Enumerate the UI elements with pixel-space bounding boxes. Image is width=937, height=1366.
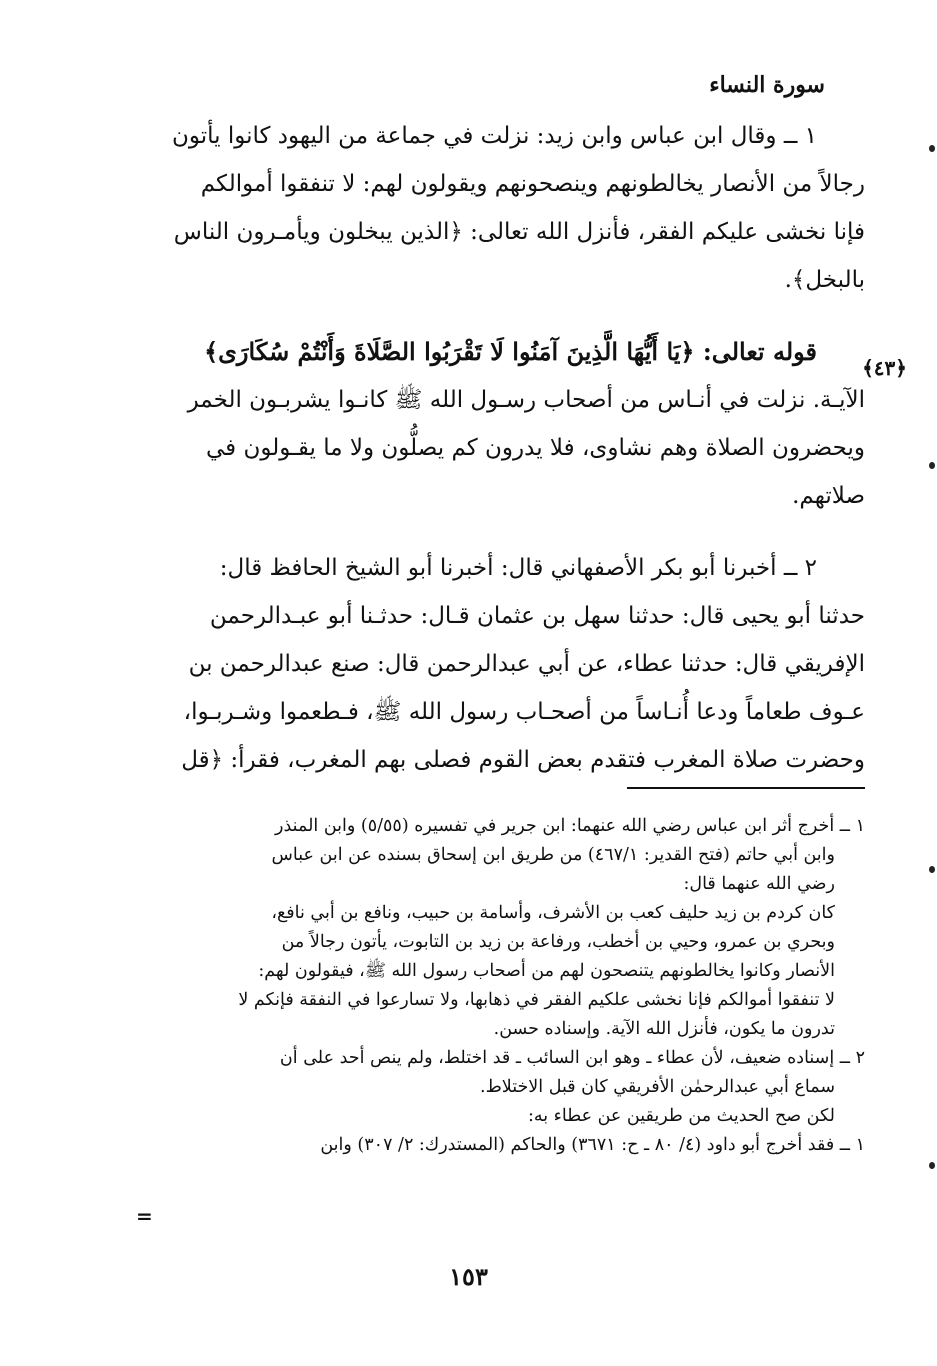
text-line: الآيـة. نزلت في أنـاس من أصحاب رسـول الله ﷺ كانـوا يشربـون الخمر: [187, 387, 865, 413]
text-line: الإفريقي قال: حدثنا عطاء، عن أبي عبدالرحمن قال: صنع عبدالرحمن بن: [188, 651, 865, 677]
footnote-line: ١ ــ أخرج أثر ابن عباس رضي الله عنهما: ابن جرير في تفسيره (٥/٥٥) وابن المنذر: [275, 816, 865, 836]
page-number: ١٥٣: [449, 1262, 488, 1291]
paragraph-3: [153, 544, 865, 784]
text-line: رجالاً من الأنصار يخالطونهم وينصحونهم ويقولون لهم: لا تنفقوا أموالكم: [200, 171, 865, 197]
footnotes: [155, 812, 865, 1160]
running-header: سورة النساء: [709, 72, 825, 98]
text-line: حدثنا أبو يحيى قال: حدثنا سهل بن عثمان قـال: حدثـنا أبو عبـدالرحمن: [209, 603, 865, 629]
text-line: صلاتهم.: [792, 483, 865, 509]
main-text: [153, 112, 865, 784]
footnote-divider: [627, 787, 865, 789]
footnote-line: لا تنفقوا أموالكم فإنا نخشى علكيم الفقر في ذهابها، ولا تسارعوا في النفقة فإنكم لا: [238, 990, 835, 1010]
text-line: ٢ ــ أخبرنا أبو بكر الأصفهاني قال: أخبرنا أبو الشيخ الحافظ قال:: [219, 555, 817, 581]
text-line: عـوف طعاماً ودعا أُنـاساً من أصحـاب رسول الله ﷺ، فـطعموا وشـربـوا،: [183, 699, 865, 725]
margin-dot: [929, 462, 935, 469]
footnote-2: [155, 1044, 865, 1160]
footnote-line: كان كردم بن زيد حليف كعب بن الأشرف، وأسامة بن حبيب، ونافع بن أبي نافع،: [271, 903, 835, 923]
verse-number: ﴿٤٣﴾: [862, 356, 907, 380]
margin-dot: [929, 145, 935, 152]
text-line: ١ ــ وقال ابن عباس وابن زيد: نزلت في جماعة من اليهود كانوا يأتون: [171, 123, 817, 149]
paragraph-2: [153, 328, 865, 520]
footnote-line: لكن صح الحديث من طريقين عن عطاء به:: [527, 1106, 835, 1126]
footnote-line: الأنصار وكانوا يخالطونهم يتنصحون لهم من أصحاب رسول الله ﷺ، فيقولون لهم:: [258, 961, 835, 981]
margin-dot: [929, 866, 935, 873]
footnote-line: وبحري بن عمرو، وحيي بن أخطب، ورفاعة بن زيد بن التابوت، يأتون رجالاً من: [281, 932, 835, 952]
text-line: وحضرت صلاة المغرب فتقدم بعض القوم فصلى بهم المغرب، فقرأ: ﴿قل: [181, 747, 865, 773]
continuation-mark: =: [136, 1204, 153, 1228]
text-line: بالبخل﴾.: [784, 267, 865, 293]
footnote-line: وابن أبي حاتم (فتح القدير: ٤٦٧/١) من طريق ابن إسحاق بسنده عن ابن عباس: [271, 845, 835, 865]
paragraph-1: [153, 112, 865, 304]
footnote-line: ١ ــ فقد أخرج أبو داود (٤/ ٨٠ ـ ح: ٣٦٧١) والحاكم (المستدرك: ٢/ ٣٠٧) وابن: [320, 1135, 865, 1155]
footnote-1: [155, 812, 865, 1044]
footnote-line: ٢ ــ إسناده ضعيف، لأن عطاء ـ وهو ابن السائب ـ قد اختلط، ولم ينص أحد على أن: [279, 1048, 865, 1068]
text-line: ويحضرون الصلاة وهم نشاوى، فلا يدرون كم يصلُّون ولا ما يقـولون في: [206, 435, 865, 461]
text-line: فإنا نخشى عليكم الفقر، فأنزل الله تعالى: ﴿الذين يبخلون ويأمـرون الناس: [173, 219, 865, 245]
footnote-line: تدرون ما يكون، فأنزل الله الآية. وإسناده حسن.: [493, 1019, 835, 1039]
quran-verse-heading: قوله تعالى: ﴿يَا أَيُّهَا الَّذِينَ آمَنُوا لَا تَقْرَبُوا الصَّلَاةَ وَأَنْتُمْ سُكَارَى﴾: [204, 337, 817, 366]
footnote-line: رضي الله عنهما قال:: [683, 874, 835, 894]
footnote-line: سماع أبي عبدالرحمٰن الأفريقي كان قبل الاختلاط.: [480, 1077, 835, 1097]
margin-dot: [929, 1162, 935, 1169]
